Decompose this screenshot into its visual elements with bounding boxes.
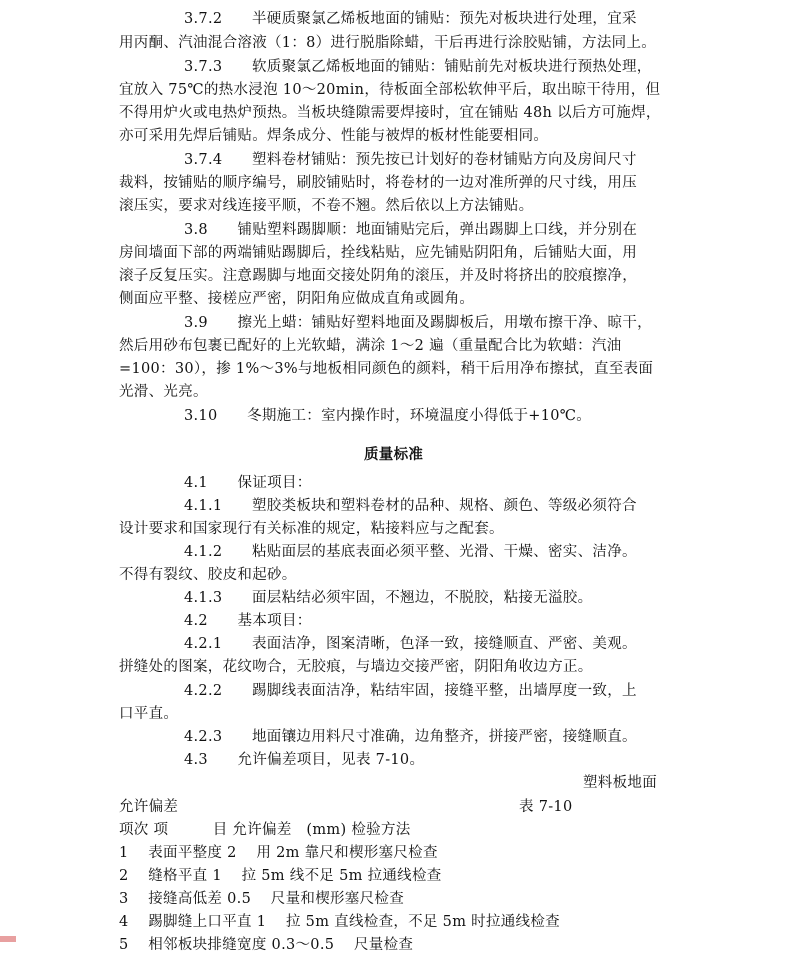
- text-line: 拼缝处的图案，花纹吻合，无胶痕，与墙边交接严密，阴阳角收边方正。: [119, 659, 593, 675]
- text-line: 3.9 擦光上蜡：铺贴好塑料地面及踢脚板后，用墩布擦干净、晾干，: [184, 315, 652, 331]
- text-line: 3.7.4 塑料卷材铺贴：预先按已计划好的卷材铺贴方向及房间尺寸: [184, 152, 637, 168]
- text-line: 然后用砂布包裹已配好的上光软蜡，满涂 1～2 遍（重量配合比为软蜡：汽油: [119, 338, 622, 354]
- text-line: 4.1 保证项目：: [184, 475, 312, 491]
- text-line: =100：30），掺 1%～3%与地板相同颜色的颜料，稍干后用净布擦拭，直至表面: [119, 361, 654, 377]
- text-line: 4.3 允许偏差项目，见表 7-10。: [184, 752, 425, 768]
- text-line: 不得用炉火或电热炉预热。当板块缝隙需要焊接时，宜在铺贴 48h 以后方可施焊，: [119, 105, 661, 121]
- table-row: 4 踢脚缝上口平直 1 拉 5m 直线检查，不足 5m 时拉通线检查: [119, 914, 560, 930]
- text-line: 4.1.2 粘贴面层的基底表面必须平整、光滑、干燥、密实、洁净。: [184, 544, 637, 560]
- text-line: 裁料，按铺贴的顺序编号，刷胶铺贴时，将卷材的一边对准所弹的尺寸线，用压: [119, 175, 637, 191]
- text-line: 设计要求和国家现行有关标准的规定，粘接料应与之配套。: [119, 521, 504, 537]
- page-edge-marker: [0, 936, 16, 942]
- text-line: 3.8 铺贴塑料踢脚顺：地面铺贴完后，弹出踢脚上口线，并分别在: [184, 222, 638, 238]
- text-line: 4.2.2 踢脚线表面洁净，粘结牢固，接缝平整，出墙厚度一致，上: [184, 683, 637, 699]
- text-line: 4.1.1 塑胶类板块和塑料卷材的品种、规格、颜色、等级必须符合: [184, 498, 637, 514]
- text-line: 4.2 基本项目：: [184, 613, 312, 629]
- table-row: 1 表面平整度 2 用 2m 靠尺和楔形塞尺检查: [119, 845, 438, 861]
- text-line: 不得有裂纹、胶皮和起砂。: [119, 567, 297, 583]
- text-line: 3.10 冬期施工：室内操作时，环境温度小得低于+10℃。: [184, 408, 592, 424]
- table-header: 项次 项 目 允许偏差 (mm) 检验方法: [119, 822, 411, 838]
- table-row: 3 接缝高低差 0.5 尺量和楔形塞尺检查: [119, 891, 405, 907]
- table-subtitle: 允许偏差: [119, 799, 179, 815]
- section-heading: 质量标准: [364, 446, 424, 463]
- text-line: 3.7.3 软质聚氯乙烯板地面的铺贴：铺贴前先对板块进行预热处理，: [184, 59, 652, 75]
- text-line: 房间墙面下部的两端铺贴踢脚后，拴线粘贴，应先铺贴阴阳角，后铺贴大面，用: [119, 245, 637, 261]
- table-title: 塑料板地面: [583, 775, 657, 791]
- text-line: 滚子反复压实。注意踢脚与地面交接处阴角的滚压，并及时将挤出的胶痕擦净，: [119, 268, 637, 284]
- text-line: 侧面应平整、接槎应严密，阴阳角应做成直角或圆角。: [119, 291, 475, 307]
- text-line: 用丙酮、汽油混合溶液（1：8）进行脱脂除蜡，干后再进行涂胶贴铺，方法同上。: [119, 35, 657, 51]
- table-row: 5 相邻板块排缝宽度 0.3～0.5 尺量检查: [119, 937, 414, 953]
- table-number: 表 7-10: [519, 799, 573, 815]
- text-line: 亦可采用先焊后铺贴。焊条成分、性能与被焊的板材性能要相同。: [119, 128, 549, 144]
- text-line: 口平直。: [119, 706, 179, 722]
- text-line: 4.2.1 表面洁净，图案清晰，色泽一致，接缝顺直、严密、美观。: [184, 636, 637, 652]
- text-line: 3.7.2 半硬质聚氯乙烯板地面的铺贴：预先对板块进行处理，宜采: [184, 11, 637, 27]
- text-line: 4.1.3 面层粘结必须牢固，不翘边，不脱胶，粘接无溢胶。: [184, 590, 593, 606]
- table-row: 2 缝格平直 1 拉 5m 线不足 5m 拉通线检查: [119, 868, 442, 884]
- text-line: 宜放入 75℃的热水浸泡 10～20min，待板面全部松软伸平后，取出晾干待用，但: [119, 82, 661, 98]
- text-line: 光滑、光亮。: [119, 384, 208, 400]
- text-line: 滚压实，要求对线连接平顺，不卷不翘。然后依以上方法铺贴。: [119, 198, 534, 214]
- text-line: 4.2.3 地面镶边用料尺寸准确，边角整齐，拼接严密，接缝顺直。: [184, 729, 637, 745]
